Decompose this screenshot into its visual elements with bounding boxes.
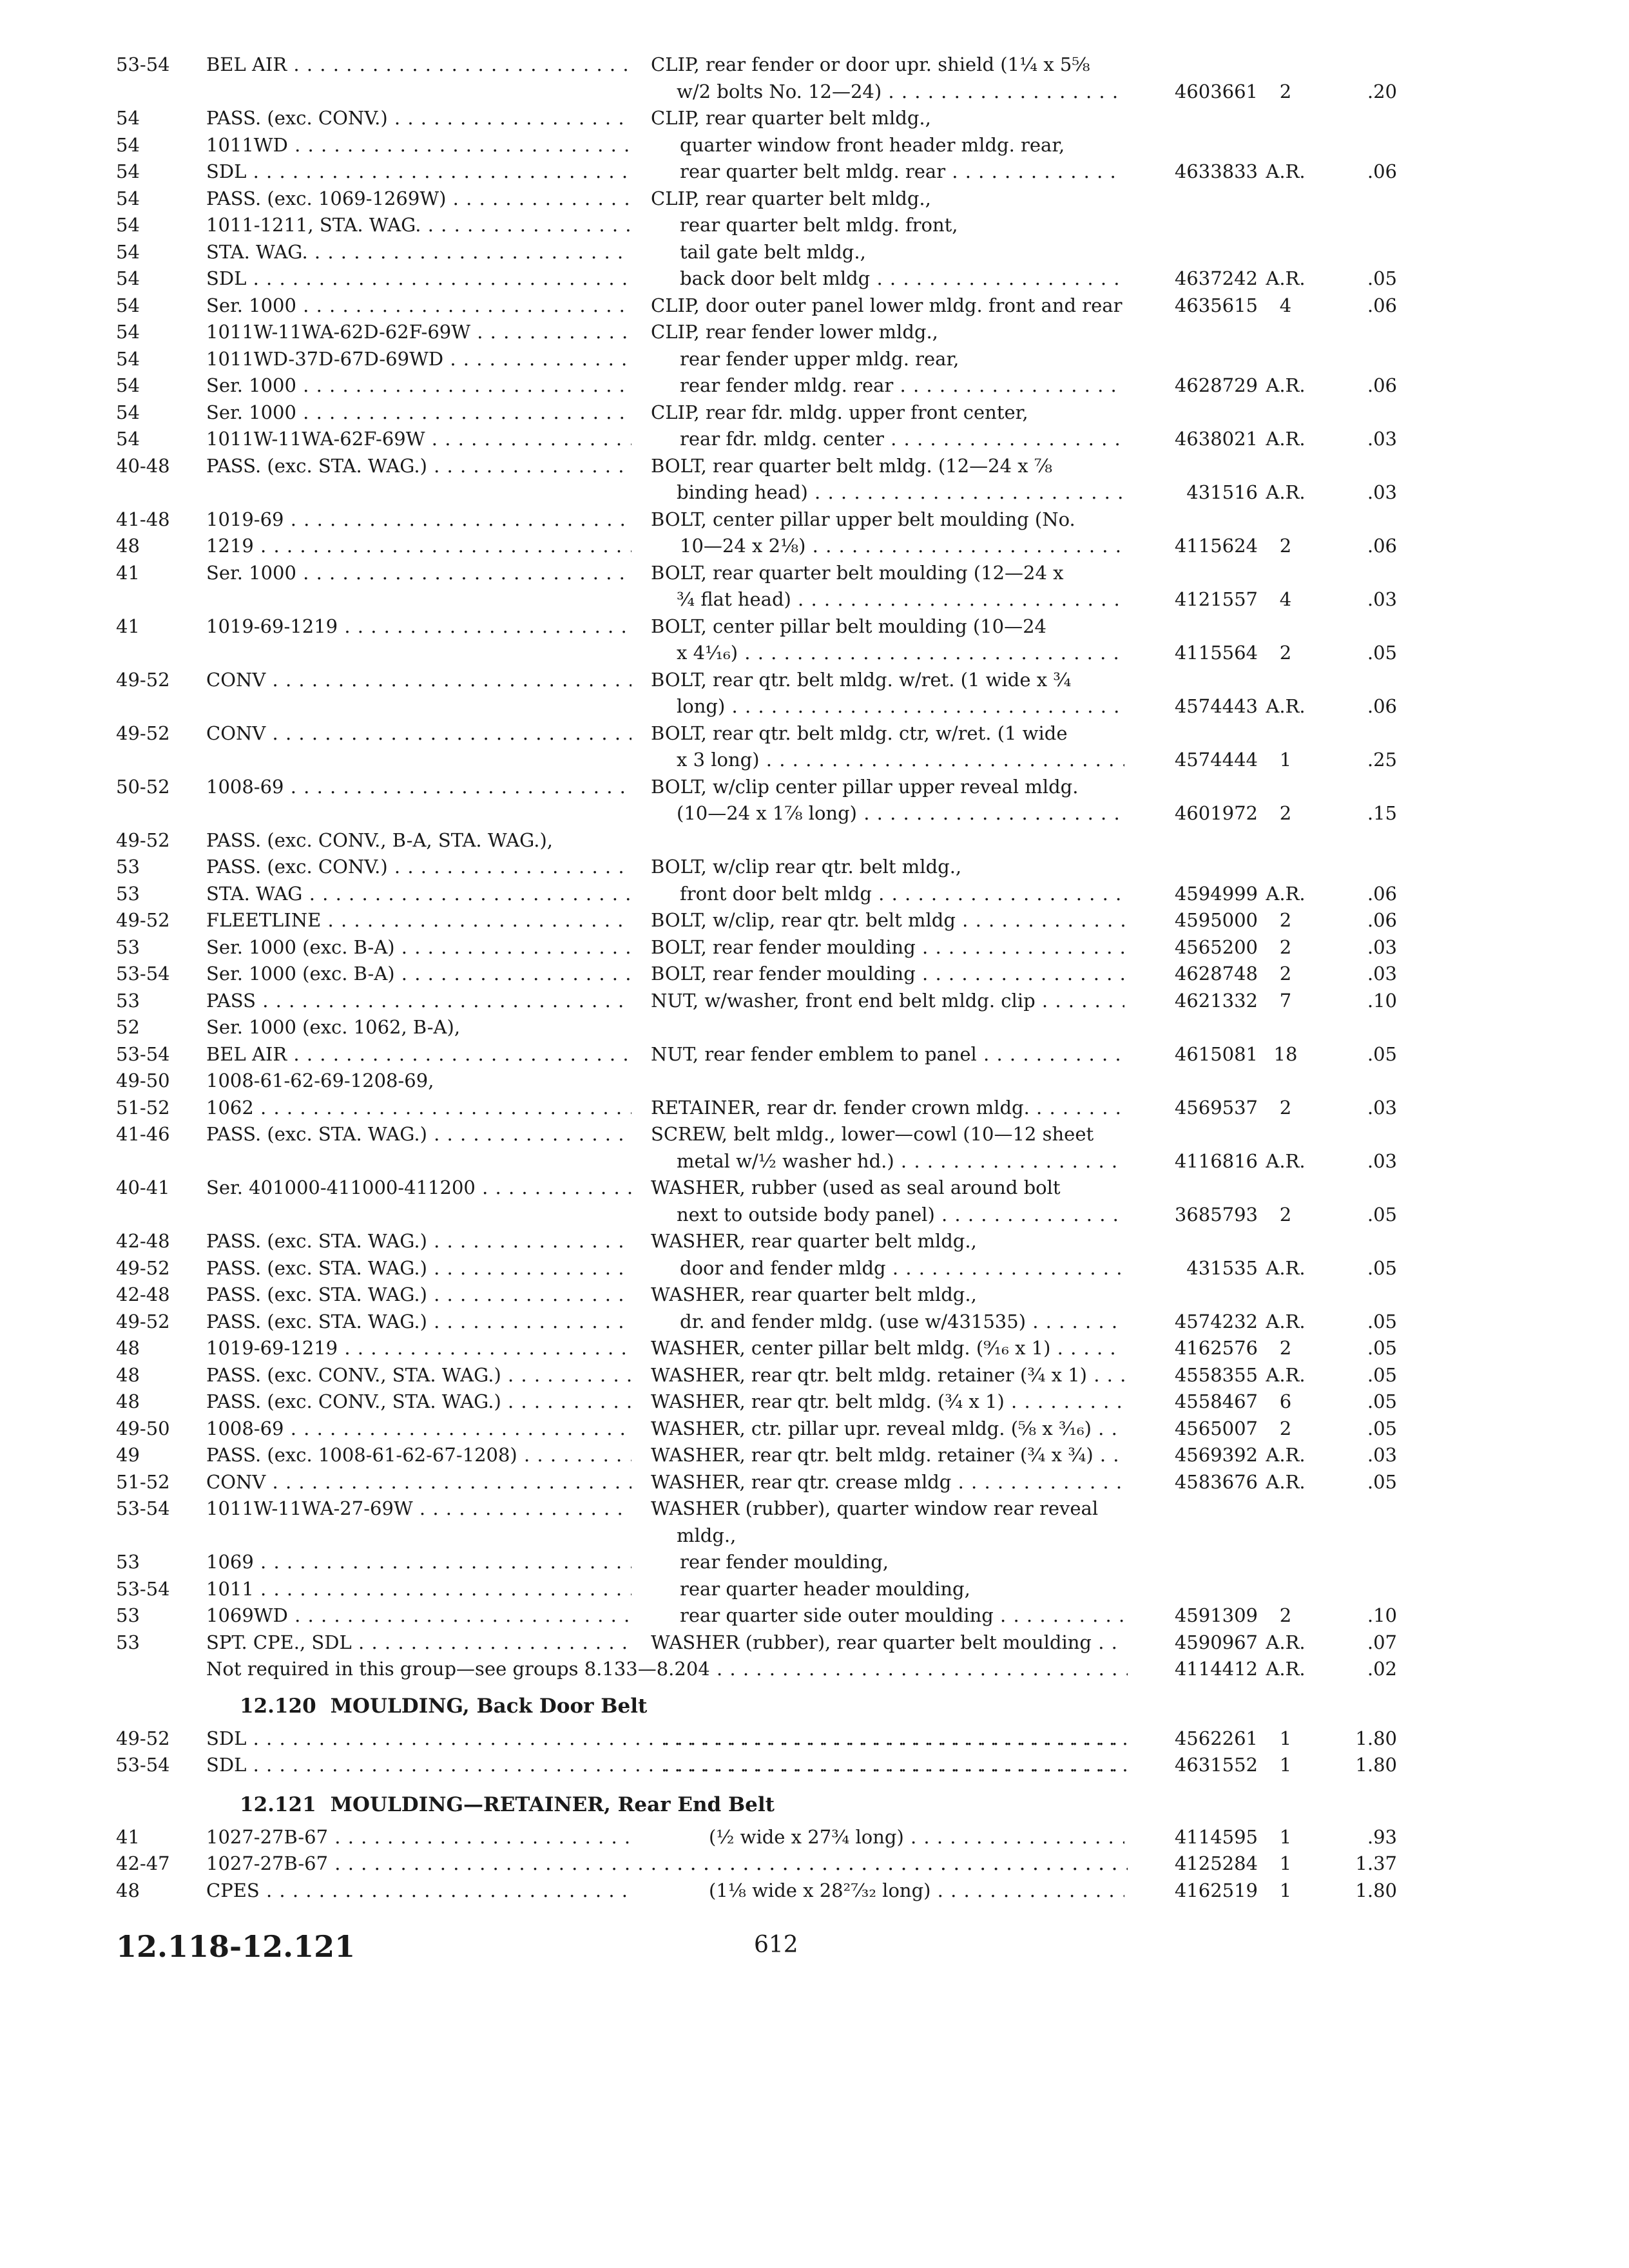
part-number-cell: 4591309 [1174, 1604, 1258, 1626]
year-cell: 49-52 [116, 829, 170, 851]
year-cell: 49 [116, 1444, 140, 1466]
description-cell: mldg., [677, 1524, 737, 1546]
year-cell: 49-52 [116, 1727, 170, 1749]
quantity-cell: A.R. [1266, 695, 1306, 717]
description-cell: BOLT, center pillar upper belt moulding (No. [651, 508, 1075, 530]
model-cell: SPT. CPE., SDL . . . [206, 1629, 631, 1655]
part-number-cell: 4637242 [1174, 267, 1258, 289]
year-cell: 40-41 [116, 1177, 170, 1198]
year-cell: 41 [116, 615, 140, 637]
description-cell: BOLT, w/clip, rear qtr. belt mldg . . . [651, 907, 1124, 933]
description-cell: w/2 bolts No. 12—24) . . . [677, 79, 1124, 104]
price-cell: .06 [1367, 374, 1397, 396]
price-cell: .06 [1367, 882, 1397, 905]
description-cell [664, 1850, 1124, 1876]
model-cell: 1011W-11WA-62F-69W . . . [206, 426, 631, 452]
part-number-cell: 4125284 [1174, 1852, 1258, 1874]
part-number-cell: 4590967 [1174, 1631, 1258, 1653]
part-number-cell: 4574232 [1174, 1310, 1258, 1332]
description-cell: NUT, w/washer, front end belt mldg. clip . . . [651, 988, 1124, 1014]
part-number-cell: 4601972 [1174, 802, 1258, 824]
page-number: 612 [754, 1932, 798, 1958]
part-number-cell: 4565200 [1174, 936, 1258, 958]
description-cell: 10—24 x 2⅛) . . . [680, 533, 1124, 559]
year-cell: 53-54 [116, 1754, 170, 1776]
year-cell: 50-52 [116, 775, 170, 798]
year-cell: 49-52 [116, 722, 170, 744]
description-cell: next to outside body panel) . . . [677, 1202, 1124, 1227]
year-cell: 48 [116, 1363, 140, 1386]
model-cell: 1019-69-1219 . . . [206, 1335, 631, 1361]
description-cell: rear fender mldg. rear . . . [680, 372, 1124, 398]
quantity-cell: 2 [1279, 1337, 1292, 1359]
model-cell: BEL AIR . . . [206, 1041, 631, 1067]
year-cell: 49-52 [116, 909, 170, 931]
description-cell: (1⅛ wide x 28²⁷⁄₃₂ long) . . . [709, 1878, 1124, 1903]
description-cell: x 4¹⁄₁₆) . . . [677, 640, 1124, 666]
description-cell: rear quarter header moulding, [680, 1577, 970, 1600]
price-cell: .05 [1367, 1363, 1397, 1386]
model-cell: STA. WAG . . . [206, 881, 631, 907]
description-cell: dr. and fender mldg. (use w/431535) . . . [680, 1309, 1124, 1334]
quantity-cell: 6 [1279, 1390, 1292, 1412]
year-cell: 42-47 [116, 1852, 170, 1874]
description-cell: BOLT, w/clip center pillar upper reveal mldg. [651, 775, 1079, 798]
description-cell: ¾ flat head) . . . [677, 586, 1124, 612]
description-cell: RETAINER, rear dr. fender crown mldg. . . . [651, 1095, 1124, 1120]
price-cell: .93 [1367, 1825, 1397, 1848]
part-number-cell: 4162519 [1174, 1879, 1258, 1901]
part-number-cell: 4603661 [1174, 80, 1258, 102]
year-cell: 51-52 [116, 1470, 170, 1493]
year-cell: 54 [116, 401, 140, 423]
price-cell: 1.37 [1355, 1852, 1397, 1874]
model-cell: PASS. (exc. CONV., STA. WAG.) . . . [206, 1362, 631, 1388]
description-cell: BOLT, rear qtr. belt mldg. ctr, w/ret. (1 wide [651, 722, 1068, 744]
quantity-cell: A.R. [1266, 882, 1306, 905]
group-number: 12.120 [240, 1694, 316, 1718]
group-heading [240, 1791, 775, 1819]
model-cell: 1008-61-62-69-1208-69, [206, 1070, 434, 1091]
year-cell: 54 [116, 428, 140, 450]
description-cell [664, 1725, 1124, 1751]
description-cell: rear quarter side outer moulding . . . [680, 1602, 1124, 1628]
quantity-cell: 2 [1279, 642, 1292, 664]
description-cell: front door belt mldg . . . [680, 881, 1124, 907]
year-cell: 53 [116, 856, 140, 878]
description-cell: rear quarter belt mldg. front, [680, 214, 958, 236]
description-cell: WASHER, rear quarter belt mldg., [651, 1230, 977, 1252]
model-cell: 1069WD . . . [206, 1602, 631, 1628]
model-cell: CONV . . . [206, 667, 631, 693]
quantity-cell: 2 [1279, 1203, 1292, 1225]
price-cell: .05 [1367, 642, 1397, 664]
part-number-cell: 431535 [1186, 1256, 1258, 1279]
price-cell: .05 [1367, 1390, 1397, 1412]
year-cell: 48 [116, 535, 140, 557]
model-cell: 1011WD . . . [206, 132, 631, 158]
model-cell: PASS. (exc. CONV.) . . . [206, 854, 631, 879]
model-cell: Ser. 1000 . . . [206, 560, 631, 586]
price-cell: .05 [1367, 1203, 1397, 1225]
model-cell: SDL . . . [206, 159, 631, 184]
year-cell: 51-52 [116, 1096, 170, 1119]
year-cell: 53-54 [116, 53, 170, 75]
part-number-cell: 4638021 [1174, 428, 1258, 450]
quantity-cell: A.R. [1266, 160, 1306, 182]
quantity-cell: A.R. [1266, 428, 1306, 450]
year-cell: 53 [116, 989, 140, 1012]
model-cell: 1011WD-37D-67D-69WD . . . [206, 346, 631, 372]
description-cell: (½ wide x 27¾ long) . . . [709, 1824, 1124, 1850]
model-cell: STA. WAG. . . . [206, 239, 631, 265]
model-cell: PASS. (exc. STA. WAG.) . . . [206, 1255, 631, 1281]
year-cell: 49-50 [116, 1417, 170, 1439]
part-number-cell: 3685793 [1174, 1203, 1258, 1225]
model-cell: Ser. 1000 (exc. B-A) . . . [206, 934, 631, 960]
model-cell: PASS. (exc. CONV., STA. WAG.) . . . [206, 1389, 631, 1414]
part-number-cell: 4558355 [1174, 1363, 1258, 1386]
year-cell: 53 [116, 1631, 140, 1653]
part-number-cell: 4633833 [1174, 160, 1258, 182]
quantity-cell: 1 [1279, 1852, 1292, 1874]
price-cell: .06 [1367, 695, 1397, 717]
price-cell: .03 [1367, 936, 1397, 958]
description-cell: rear fender moulding, [680, 1551, 889, 1573]
model-cell: 1069 . . . [206, 1549, 631, 1575]
model-cell: BEL AIR . . . [206, 52, 631, 77]
model-cell: 1011-1211, STA. WAG. . . . [206, 212, 631, 238]
description-cell: WASHER, rear quarter belt mldg., [651, 1283, 977, 1305]
price-cell: 1.80 [1355, 1727, 1397, 1749]
model-cell: CONV . . . [206, 1469, 631, 1495]
description-cell: CLIP, rear quarter belt mldg., [651, 187, 931, 209]
price-cell: .07 [1367, 1631, 1397, 1653]
model-cell: SDL . . . [206, 265, 631, 291]
quantity-cell: 18 [1273, 1043, 1298, 1065]
description-cell: (10—24 x 1⅞ long) . . . [677, 800, 1124, 826]
year-cell: 54 [116, 133, 140, 156]
model-cell: 1062 . . . [206, 1095, 631, 1120]
quantity-cell: A.R. [1266, 1149, 1306, 1172]
part-number-cell: 4114412 [1174, 1658, 1258, 1680]
model-cell: 1011W-11WA-27-69W . . . [206, 1495, 631, 1521]
year-cell: 53-54 [116, 1497, 170, 1519]
price-cell: .03 [1367, 1149, 1397, 1172]
quantity-cell: 2 [1279, 963, 1292, 985]
year-cell: 41 [116, 561, 140, 584]
quantity-cell: 4 [1279, 294, 1292, 316]
model-cell: Ser. 1000 (exc. 1062, B-A), [206, 1016, 461, 1038]
price-cell: .05 [1367, 1417, 1397, 1439]
price-cell: .05 [1367, 1337, 1397, 1359]
price-cell: .03 [1367, 963, 1397, 985]
quantity-cell: 2 [1279, 80, 1292, 102]
description-cell: CLIP, rear fender lower mldg., [651, 321, 938, 343]
quantity-cell: 2 [1279, 1604, 1292, 1626]
part-number-cell: 4114595 [1174, 1825, 1258, 1848]
model-cell: PASS. (exc. STA. WAG.) . . . [206, 1309, 631, 1334]
part-number-cell: 4628748 [1174, 963, 1258, 985]
quantity-cell: A.R. [1266, 1444, 1306, 1466]
year-cell: 54 [116, 160, 140, 182]
description-cell: tail gate belt mldg., [680, 240, 866, 263]
quantity-cell: A.R. [1266, 267, 1306, 289]
part-number-cell: 4595000 [1174, 909, 1258, 931]
description-cell: CLIP, rear quarter belt mldg., [651, 107, 931, 129]
year-cell: 48 [116, 1337, 140, 1359]
year-cell: 53 [116, 1551, 140, 1573]
model-cell: FLEETLINE . . . [206, 907, 631, 933]
quantity-cell: A.R. [1266, 1470, 1306, 1493]
price-cell: .03 [1367, 1096, 1397, 1119]
part-number-cell: 4115624 [1174, 535, 1258, 557]
model-cell: 1019-69-1219 . . . [206, 613, 631, 639]
model-cell: PASS. (exc. 1008-61-62-67-1208) . . . [206, 1442, 631, 1468]
year-cell: 53 [116, 936, 140, 958]
year-cell: 42-48 [116, 1230, 170, 1252]
part-number-cell: 4615081 [1174, 1043, 1258, 1065]
year-cell: 54 [116, 374, 140, 396]
description-cell: WASHER, rear qtr. belt mldg. (¾ x 1) . . . [651, 1389, 1124, 1414]
part-number-cell: 4621332 [1174, 989, 1258, 1012]
quantity-cell: 1 [1279, 749, 1292, 771]
year-cell: 49-50 [116, 1070, 170, 1091]
price-cell: .03 [1367, 481, 1397, 503]
group-title: MOULDING, Back Door Belt [330, 1694, 648, 1718]
quantity-cell: A.R. [1266, 1310, 1306, 1332]
quantity-cell: A.R. [1266, 1363, 1306, 1386]
description-cell: SCREW, belt mldg., lower—cowl (10—12 sheet [651, 1123, 1094, 1145]
description-cell: BOLT, rear fender moulding . . . [651, 961, 1124, 986]
quantity-cell: 4 [1279, 588, 1292, 610]
year-cell: 49-52 [116, 1256, 170, 1279]
price-cell: .25 [1367, 749, 1397, 771]
quantity-cell: 2 [1279, 1096, 1292, 1119]
price-cell: .02 [1367, 1658, 1397, 1680]
description-cell: CLIP, rear fender or door upr. shield (1¼ x 5⅝ [651, 53, 1090, 75]
quantity-cell: 7 [1279, 989, 1292, 1012]
description-cell: WASHER, center pillar belt mldg. (⁹⁄₁₆ x 1) . . . [651, 1335, 1124, 1361]
description-cell: WASHER, ctr. pillar upr. reveal mldg. (⅝ x ³⁄₁₆) . . . [651, 1416, 1124, 1441]
quantity-cell: A.R. [1266, 1256, 1306, 1279]
model-cell: 1008-69 . . . [206, 774, 631, 800]
quantity-cell: A.R. [1266, 374, 1306, 396]
year-cell: 49-52 [116, 1310, 170, 1332]
year-cell: 54 [116, 214, 140, 236]
year-cell: 54 [116, 347, 140, 370]
description-cell: binding head) . . . [677, 479, 1124, 505]
description-cell: BOLT, center pillar belt moulding (10—24 [651, 615, 1046, 637]
price-cell: .05 [1367, 267, 1397, 289]
year-cell: 54 [116, 187, 140, 209]
model-cell: Ser. 1000 . . . [206, 399, 631, 425]
model-cell: 1008-69 . . . [206, 1416, 631, 1441]
quantity-cell: A.R. [1266, 1631, 1306, 1653]
description-cell: NUT, rear fender emblem to panel . . . [651, 1041, 1124, 1067]
year-cell: 41-48 [116, 508, 170, 530]
quantity-cell: 1 [1279, 1879, 1292, 1901]
model-cell: PASS . . . [206, 988, 631, 1014]
price-cell: .06 [1367, 909, 1397, 931]
year-cell: 49-52 [116, 668, 170, 691]
price-cell: .03 [1367, 1444, 1397, 1466]
part-number-cell: 4565007 [1174, 1417, 1258, 1439]
description-cell: CLIP, door outer panel lower mldg. front and rear . . . [651, 293, 1124, 318]
description-cell: rear fender upper mldg. rear, [680, 347, 959, 370]
description-cell: long) . . . [677, 693, 1124, 719]
part-number-cell: 4635615 [1174, 294, 1258, 316]
part-number-cell: 4594999 [1174, 882, 1258, 905]
model-cell: PASS. (exc. CONV.) . . . [206, 105, 631, 131]
description-cell: quarter window front header mldg. rear, [680, 133, 1065, 156]
price-cell: .03 [1367, 428, 1397, 450]
part-number-cell: 4583676 [1174, 1470, 1258, 1493]
part-number-cell: 4574444 [1174, 749, 1258, 771]
part-number-cell: 4162576 [1174, 1337, 1258, 1359]
group-title: MOULDING—RETAINER, Rear End Belt [330, 1792, 775, 1816]
year-cell: 53 [116, 882, 140, 905]
group-heading [240, 1692, 647, 1720]
description-cell: rear quarter belt mldg. rear . . . [680, 159, 1124, 184]
year-cell: 54 [116, 294, 140, 316]
model-cell: 1011 . . . [206, 1576, 631, 1602]
price-cell: 1.80 [1355, 1754, 1397, 1776]
description-cell: WASHER (rubber), quarter window rear reveal [651, 1497, 1099, 1519]
year-cell: 53-54 [116, 1577, 170, 1600]
year-cell: 48 [116, 1879, 140, 1901]
quantity-cell: 2 [1279, 802, 1292, 824]
part-number-cell: 4562261 [1174, 1727, 1258, 1749]
year-cell: 54 [116, 240, 140, 263]
price-cell: .05 [1367, 1256, 1397, 1279]
description-cell [664, 1752, 1124, 1778]
description-cell: WASHER, rubber (used as seal around bolt [651, 1177, 1061, 1198]
description-cell: rear fdr. mldg. center . . . [680, 426, 1124, 452]
year-cell: 54 [116, 321, 140, 343]
part-number-cell: 4116816 [1174, 1149, 1258, 1172]
model-cell: 1027-27B-67 . . . [206, 1824, 631, 1850]
description-cell: BOLT, rear fender moulding . . . [651, 934, 1124, 960]
quantity-cell: 2 [1279, 936, 1292, 958]
model-cell: PASS. (exc. STA. WAG.) . . . [206, 1282, 631, 1307]
model-cell: Not required in this group—see groups 8.133—8.204 . . . [206, 1656, 1128, 1682]
quantity-cell: 1 [1279, 1727, 1292, 1749]
group-number: 12.121 [240, 1792, 316, 1816]
part-number-cell: 4569392 [1174, 1444, 1258, 1466]
model-cell: CONV . . . [206, 720, 631, 746]
year-cell: 52 [116, 1016, 140, 1038]
model-cell: PASS. (exc. STA. WAG.) . . . [206, 1121, 631, 1147]
model-cell: 1011W-11WA-62D-62F-69W . . . [206, 319, 631, 345]
price-cell: .06 [1367, 294, 1397, 316]
quantity-cell: 2 [1279, 535, 1292, 557]
year-cell: 53-54 [116, 963, 170, 985]
year-cell: 41 [116, 1825, 140, 1848]
model-cell: PASS. (exc. CONV., B-A, STA. WAG.), [206, 829, 554, 851]
quantity-cell: A.R. [1266, 481, 1306, 503]
price-cell: .05 [1367, 1310, 1397, 1332]
year-cell: 40-48 [116, 454, 170, 477]
description-cell: WASHER, rear qtr. belt mldg. retainer (¾ x ¾) . . . [651, 1442, 1124, 1468]
price-cell: 1.80 [1355, 1879, 1397, 1901]
year-cell: 42-48 [116, 1283, 170, 1305]
part-number-cell: 4558467 [1174, 1390, 1258, 1412]
part-number-cell: 4115564 [1174, 642, 1258, 664]
description-cell: WASHER, rear qtr. crease mldg . . . [651, 1469, 1124, 1495]
year-cell: 41-46 [116, 1123, 170, 1145]
year-cell: 53 [116, 1604, 140, 1626]
description-cell: BOLT, rear quarter belt moulding (12—24 x [651, 561, 1064, 584]
description-cell: back door belt mldg . . . [680, 265, 1124, 291]
part-number-cell: 4631552 [1174, 1754, 1258, 1776]
year-cell: 54 [116, 107, 140, 129]
model-cell: Ser. 1000 . . . [206, 293, 631, 318]
model-cell: PASS. (exc. STA. WAG.) . . . [206, 1228, 631, 1254]
description-cell: BOLT, rear qtr. belt mldg. w/ret. (1 wide x ¾ [651, 668, 1072, 691]
model-cell: 1019-69 . . . [206, 506, 631, 532]
price-cell: .06 [1367, 535, 1397, 557]
price-cell: .05 [1367, 1043, 1397, 1065]
part-number-cell: 4574443 [1174, 695, 1258, 717]
description-cell: WASHER (rubber), rear quarter belt moulding . . . [651, 1629, 1124, 1655]
part-number-cell: 431516 [1186, 481, 1258, 503]
description-cell: x 3 long) . . . [677, 747, 1124, 773]
description-cell: WASHER, rear qtr. belt mldg. retainer (¾ x 1) . . . [651, 1362, 1124, 1388]
model-cell: 1219 . . . [206, 533, 631, 559]
year-cell: 54 [116, 267, 140, 289]
quantity-cell: 1 [1279, 1754, 1292, 1776]
price-cell: .10 [1367, 989, 1397, 1012]
model-cell: Ser. 1000 (exc. B-A) . . . [206, 961, 631, 986]
part-number-cell: 4628729 [1174, 374, 1258, 396]
price-cell: .03 [1367, 588, 1397, 610]
model-cell: PASS. (exc. STA. WAG.) . . . [206, 453, 631, 479]
part-number-cell: 4121557 [1174, 588, 1258, 610]
quantity-cell: 2 [1279, 909, 1292, 931]
description-cell: door and fender mldg . . . [680, 1255, 1124, 1281]
description-cell: BOLT, w/clip rear qtr. belt mldg., [651, 856, 962, 878]
model-cell: SDL . . . [206, 1752, 1128, 1778]
model-cell: CPES . . . [206, 1878, 631, 1903]
price-cell: .20 [1367, 80, 1397, 102]
quantity-cell: A.R. [1266, 1658, 1306, 1680]
description-cell: CLIP, rear fdr. mldg. upper front center, [651, 401, 1028, 423]
price-cell: .10 [1367, 1604, 1397, 1626]
part-number-cell: 4569537 [1174, 1096, 1258, 1119]
description-cell: metal w/½ washer hd.) . . . [677, 1148, 1124, 1174]
price-cell: .05 [1367, 1470, 1397, 1493]
model-cell: SDL . . . [206, 1725, 1128, 1751]
description-cell: BOLT, rear quarter belt mldg. (12—24 x ⅞ [651, 454, 1052, 477]
price-cell: .06 [1367, 160, 1397, 182]
quantity-cell: 1 [1279, 1825, 1292, 1848]
model-cell: Ser. 1000 . . . [206, 372, 631, 398]
price-cell: .15 [1367, 802, 1397, 824]
quantity-cell: 2 [1279, 1417, 1292, 1439]
model-cell: PASS. (exc. 1069-1269W) . . . [206, 186, 631, 211]
model-cell: 1027-27B-67 . . . [206, 1850, 1128, 1876]
year-cell: 48 [116, 1390, 140, 1412]
model-cell: Ser. 401000-411000-411200 . . . [206, 1175, 631, 1200]
section-range: 12.118-12.121 [116, 1929, 356, 1964]
year-cell: 53-54 [116, 1043, 170, 1065]
